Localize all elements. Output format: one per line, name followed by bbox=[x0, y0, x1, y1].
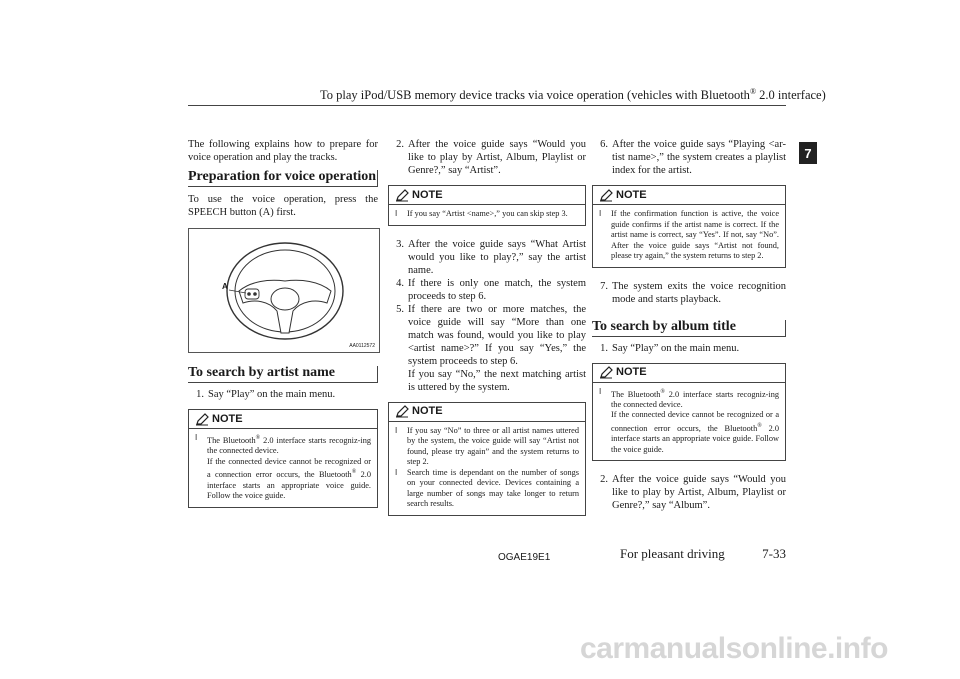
album-step-1 bbox=[592, 342, 786, 355]
step-number: 1. bbox=[196, 389, 204, 400]
album-step-2 bbox=[592, 473, 786, 512]
note-body bbox=[593, 383, 785, 461]
note-title: NOTE bbox=[616, 188, 647, 201]
note-pencil-icon bbox=[599, 366, 613, 379]
artist-step-5 bbox=[388, 303, 586, 394]
footer-right bbox=[620, 546, 786, 562]
header-title-pre: To play iPod/USB memory device tracks via voice operation (vehicles with Bluetooth bbox=[320, 88, 750, 103]
note-text-1: The Bluetooth bbox=[207, 435, 256, 445]
note-text-2: 2.0 interface starts recogniz-ing the connected device. bbox=[207, 435, 371, 456]
note-bullet bbox=[599, 387, 779, 456]
step-number: 2. bbox=[600, 474, 608, 486]
footer-page-number: 7-33 bbox=[762, 546, 786, 561]
note-header bbox=[389, 403, 585, 422]
bullet-text: If the confirmation function is active, the voice guide confirms if the artist name is correct. If the artist name is correct, say “Yes”. If not, say “No”. After the voice guide says “Artist not found, please try again,” the system returns to step 2. bbox=[611, 209, 779, 260]
bullet-mark: l bbox=[599, 386, 602, 396]
header-title-sup: ® bbox=[749, 87, 757, 96]
note-title: NOTE bbox=[616, 366, 647, 378]
note-text-1: The Bluetooth bbox=[611, 389, 661, 399]
note-title: NOTE bbox=[412, 405, 443, 417]
note-pencil-icon bbox=[195, 413, 209, 426]
note-sup-2: ® bbox=[757, 422, 762, 429]
note-body bbox=[593, 205, 785, 267]
note-text-4: 2.0 interface starts an appropriate voice guide. Follow the voice guide. bbox=[611, 423, 779, 454]
note-pencil-icon bbox=[395, 405, 409, 418]
note-bullet bbox=[395, 426, 579, 468]
step-5-continuation: If you say “No,” the next matching artist is uttered by the system. bbox=[408, 368, 586, 393]
running-header bbox=[320, 87, 826, 103]
note-text-2: 2.0 interface starts recogniz-ing the connected device. bbox=[611, 389, 779, 409]
header-rule bbox=[188, 105, 786, 106]
heading-preparation: Preparation for voice operation bbox=[188, 170, 378, 187]
note-bullet bbox=[599, 209, 779, 262]
column-2 bbox=[388, 138, 586, 516]
step-number: 4. bbox=[396, 277, 404, 289]
prep-paragraph: To use the voice operation, press the SPEECH button (A) first. bbox=[188, 194, 378, 218]
column-3 bbox=[592, 138, 786, 512]
step-text: After the voice guide says “Playing <ar-tist name>,” the system creates a playlist index for the artist. bbox=[612, 139, 786, 176]
column-1-lower bbox=[188, 366, 378, 508]
heading-album: To search by album title bbox=[592, 320, 786, 337]
note-bullet bbox=[395, 209, 579, 220]
bullet-mark: l bbox=[395, 425, 398, 435]
watermark: carmanualsonline.info bbox=[580, 632, 888, 665]
note-header bbox=[593, 364, 785, 383]
note-body bbox=[389, 205, 585, 225]
step-text: Say “Play” on the main menu. bbox=[612, 342, 740, 354]
note-sup-2: ® bbox=[351, 469, 357, 476]
step-text: After the voice guide says “Would you like to play by Artist, Album, Playlist or Genre?,” say “Artist”. bbox=[408, 139, 586, 176]
heading-artist: To search by artist name bbox=[188, 366, 378, 383]
note-body bbox=[189, 429, 377, 507]
column-1 bbox=[188, 138, 378, 219]
step-text: The system exits the voice recognition mode and starts playback. bbox=[612, 280, 786, 305]
artist-step-6 bbox=[592, 138, 786, 177]
note-title: NOTE bbox=[212, 412, 243, 425]
note-sup-1: ® bbox=[255, 435, 261, 441]
step-text: If there is only one match, the system proceeds to step 6. bbox=[408, 277, 586, 302]
step-number: 1. bbox=[600, 342, 608, 354]
bullet-mark: l bbox=[195, 433, 198, 442]
bullet-text: If you say “Artist <name>,” you can skip step 3. bbox=[407, 209, 568, 218]
note-body bbox=[389, 422, 585, 515]
note-box bbox=[188, 409, 378, 508]
intro-paragraph: The following explains how to prepare for voice operation and play the tracks. bbox=[188, 139, 378, 163]
note-box bbox=[388, 185, 586, 226]
bullet-mark: l bbox=[395, 467, 398, 477]
note-pencil-icon bbox=[599, 189, 613, 202]
step-text: After the voice guide says “What Artist would you like to play?,” say the artist name. bbox=[408, 238, 586, 276]
step-number: 3. bbox=[396, 238, 404, 250]
artist-step-3 bbox=[388, 238, 586, 277]
note-header bbox=[189, 410, 377, 429]
note-text-3: If the connected device cannot be recognized or a connection error occurs, the Bluetooth bbox=[611, 410, 779, 433]
footer-section: For pleasant driving bbox=[620, 546, 725, 561]
note-box bbox=[592, 185, 786, 268]
note-text-3: If the connected device cannot be recognized or a connection error occurs, the Bluetooth bbox=[207, 456, 371, 480]
step-number: 2. bbox=[396, 139, 404, 150]
chapter-tab: 7 bbox=[799, 142, 817, 164]
artist-step-2 bbox=[388, 138, 586, 177]
bullet-mark: l bbox=[395, 209, 398, 218]
note-header bbox=[389, 186, 585, 205]
step-number: 7. bbox=[600, 280, 608, 292]
note-header bbox=[593, 186, 785, 205]
note-sup-1: ® bbox=[660, 388, 665, 395]
figure-code: AA0112572 bbox=[349, 343, 375, 349]
note-title: NOTE bbox=[412, 188, 443, 201]
artist-step-7 bbox=[592, 280, 786, 306]
step-number: 6. bbox=[600, 139, 608, 150]
bullet-mark: l bbox=[599, 209, 602, 218]
note-box bbox=[388, 402, 586, 516]
note-text-4: 2.0 interface starts an appropriate voice guide. Follow the voice guide. bbox=[207, 470, 371, 501]
step-number: 5. bbox=[396, 303, 404, 315]
note-pencil-icon bbox=[395, 189, 409, 202]
note-bullet bbox=[395, 468, 579, 510]
steering-wheel-figure bbox=[188, 228, 380, 353]
step-text: Say “Play” on the main menu. bbox=[208, 389, 336, 400]
bullet-text: Search time is dependant on the number of songs on your connected device. Devices containing a large number of songs may take longer to return search results. bbox=[407, 467, 579, 508]
bullet-text: If you say “No” to three or all artist names uttered by the system, the voice guide will say “Artist not found, please try again” and the system returns to step 2. bbox=[407, 425, 579, 466]
step-text: After the voice guide says “Would you like to play by Artist, Album, Playlist or Genre?,” say “Album”. bbox=[612, 474, 786, 512]
steering-wheel-icon bbox=[189, 229, 379, 352]
artist-step-4 bbox=[388, 277, 586, 303]
artist-step-1 bbox=[188, 388, 378, 401]
bullet-text bbox=[611, 387, 779, 456]
note-bullet bbox=[195, 433, 371, 502]
step-text bbox=[408, 303, 586, 394]
step-5-text: If there are two or more matches, the voice guide will say “More than one match was found, would you like to play <artist name>?” If you say “Yes,” the system proceeds to step 6. bbox=[408, 303, 586, 367]
footer-code: OGAE19E1 bbox=[498, 552, 551, 563]
bullet-text bbox=[207, 433, 371, 502]
header-title-post: 2.0 interface) bbox=[756, 88, 826, 103]
note-box bbox=[592, 363, 786, 462]
figure-label-a: A bbox=[222, 282, 228, 291]
